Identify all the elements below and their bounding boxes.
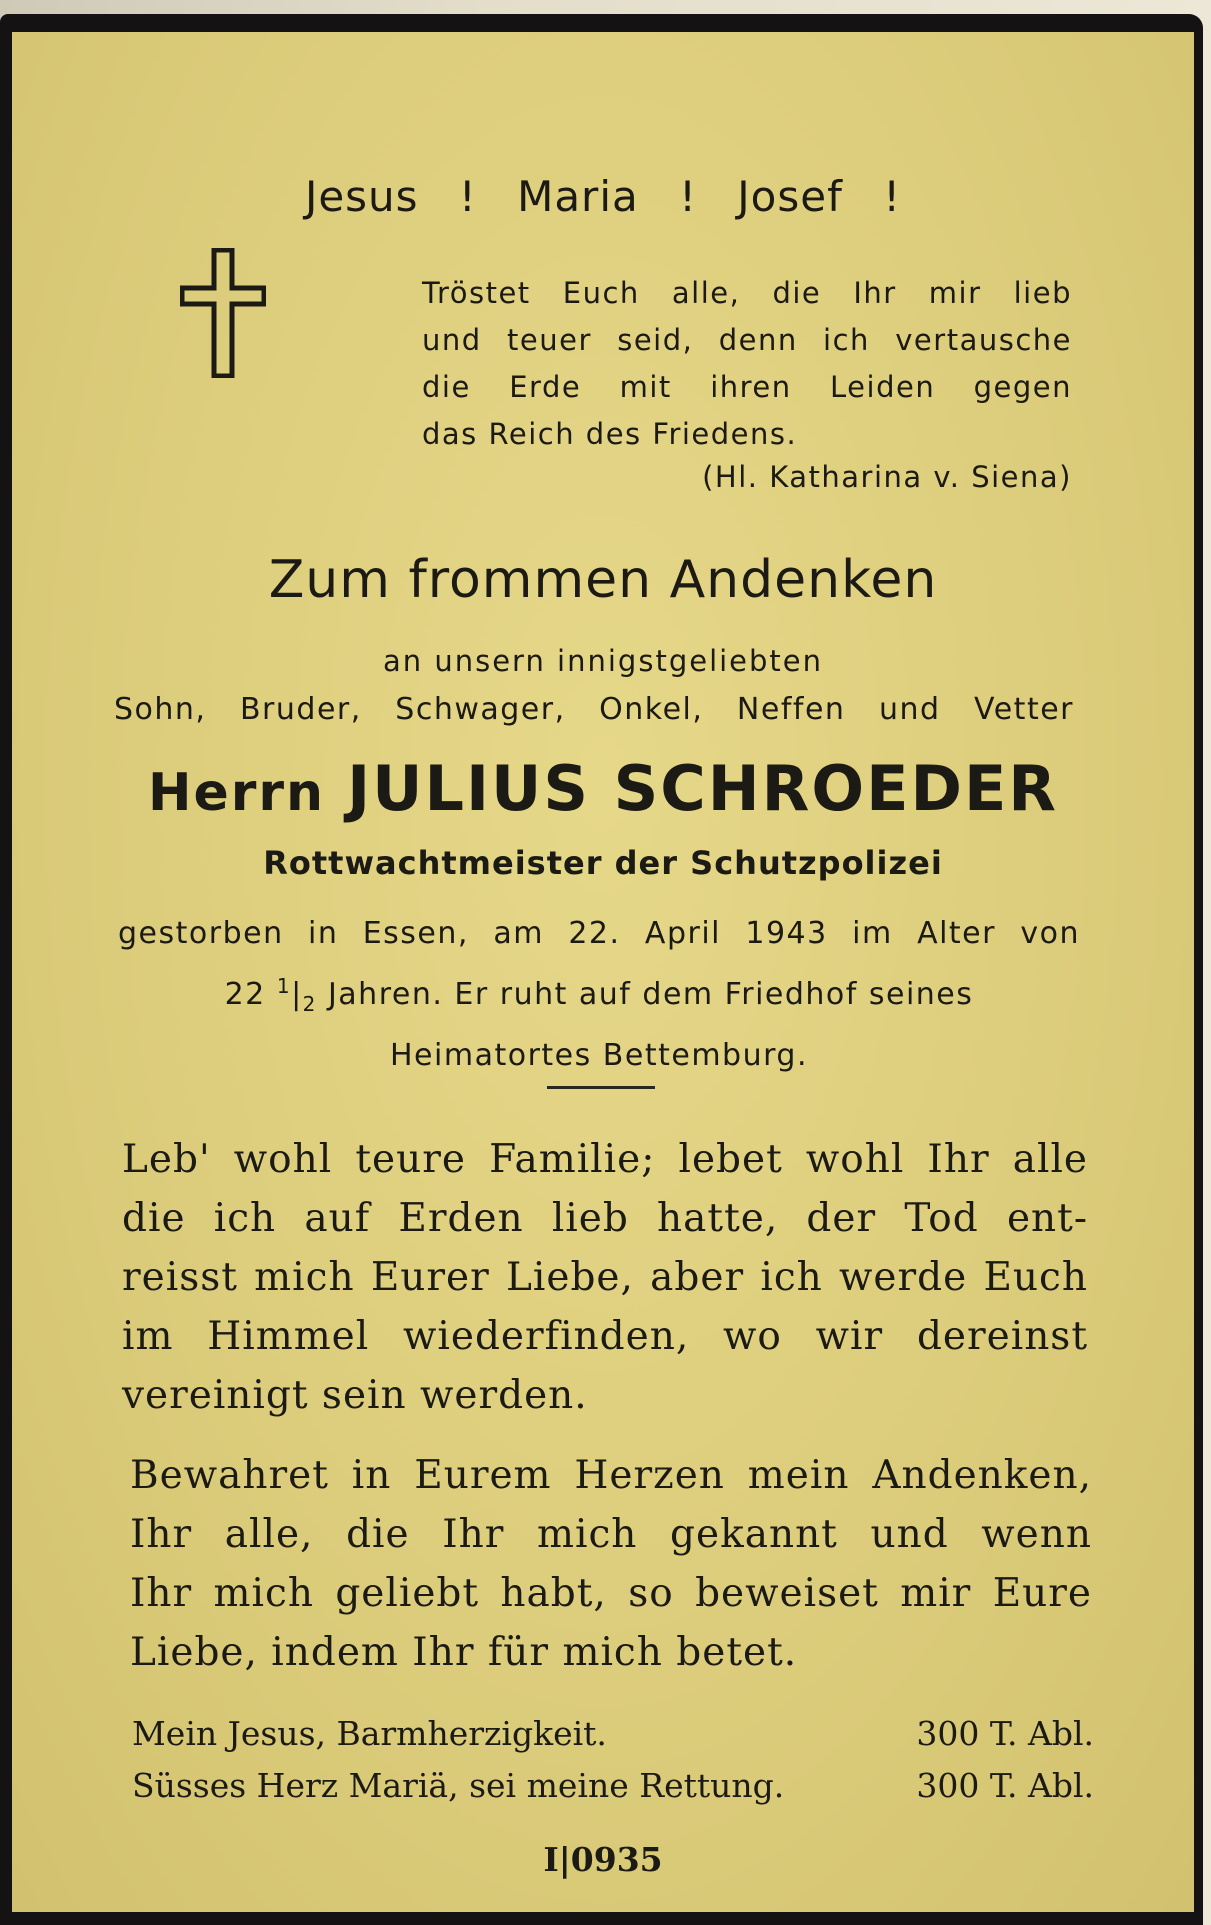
consolation-quote [422, 270, 1072, 458]
farewell-line: vereinigt sein werden. [122, 1373, 588, 1418]
remembrance-line: Bewahret in Eurem Herzen mein Andenken, [130, 1453, 1092, 1498]
farewell-line: Leb' wohl teure Familie; lebet wohl Ihr alle [122, 1137, 1088, 1182]
catalog-number: I|0935 [543, 1840, 663, 1879]
relations-line: Sohn, Bruder, Schwager, Onkel, Neffen und Vetter [114, 692, 1074, 727]
prayer-row [132, 1708, 1094, 1760]
quote-line: Tröstet Euch alle, die Ihr mir lieb [422, 276, 1072, 310]
memorial-card [12, 32, 1194, 1912]
age-line [118, 960, 1080, 1030]
invocation: Jesus ! Maria ! Josef ! [304, 172, 902, 221]
rank-title: Rottwachtmeister der Schutzpolizei [263, 844, 943, 882]
age-fraction-denominator: 2 [302, 992, 317, 1016]
prayer-text: Süsses Herz Mariä, sei meine Rettung. [132, 1766, 785, 1805]
remembrance-line: Ihr mich geliebt habt, so beweiset mir Eure [130, 1571, 1092, 1616]
prayer-text: Mein Jesus, Barmherzigkeit. [132, 1714, 607, 1753]
farewell-line: reisst mich Eurer Liebe, aber ich werde Euch [122, 1255, 1088, 1300]
age-fraction: $^1|_2$ [276, 974, 317, 1016]
name-title: Herrn [147, 763, 326, 823]
memorial-heading: Zum frommen Andenken [268, 550, 938, 610]
farewell-line: im Himmel wiederfinden, wo wir dereinst [122, 1314, 1088, 1359]
indulgence-prayers [132, 1708, 1094, 1812]
divider [547, 1086, 655, 1089]
farewell-text [122, 1130, 1088, 1425]
age-fraction-numerator: 1 [276, 974, 292, 998]
quote-line: und teuer seid, denn ich vertausche [422, 323, 1072, 357]
death-line: gestorben in Essen, am 22. April 1943 im Alter von [118, 916, 1080, 951]
remembrance-line: Ihr alle, die Ihr mich gekannt und wenn [130, 1512, 1092, 1557]
farewell-line: die ich auf Erden lieb hatte, der Tod ent- [122, 1196, 1088, 1241]
age-line-rest: Jahren. Er ruht auf dem Friedhof seines [327, 977, 974, 1012]
death-details [118, 908, 1080, 1082]
quote-source: (Hl. Katharina v. Siena) [702, 460, 1072, 494]
prayer-indulgence: 300 T. Abl. [916, 1714, 1094, 1753]
remembrance-line: Liebe, indem Ihr für mich betet. [130, 1630, 798, 1675]
prayer-indulgence: 300 T. Abl. [916, 1766, 1094, 1805]
age-whole: 22 [224, 977, 266, 1012]
quote-line: die Erde mit ihren Leiden gegen [422, 370, 1072, 404]
deceased-name [12, 752, 1194, 825]
dedication-line: an unsern innigstgeliebten [382, 644, 824, 678]
full-name: JULIUS SCHROEDER [347, 752, 1059, 825]
cross-icon [180, 248, 266, 378]
burial-place-line: Heimatortes Bettemburg. [390, 1038, 808, 1073]
quote-line: das Reich des Friedens. [422, 417, 798, 451]
prayer-row [132, 1760, 1094, 1812]
remembrance-text [130, 1446, 1092, 1682]
